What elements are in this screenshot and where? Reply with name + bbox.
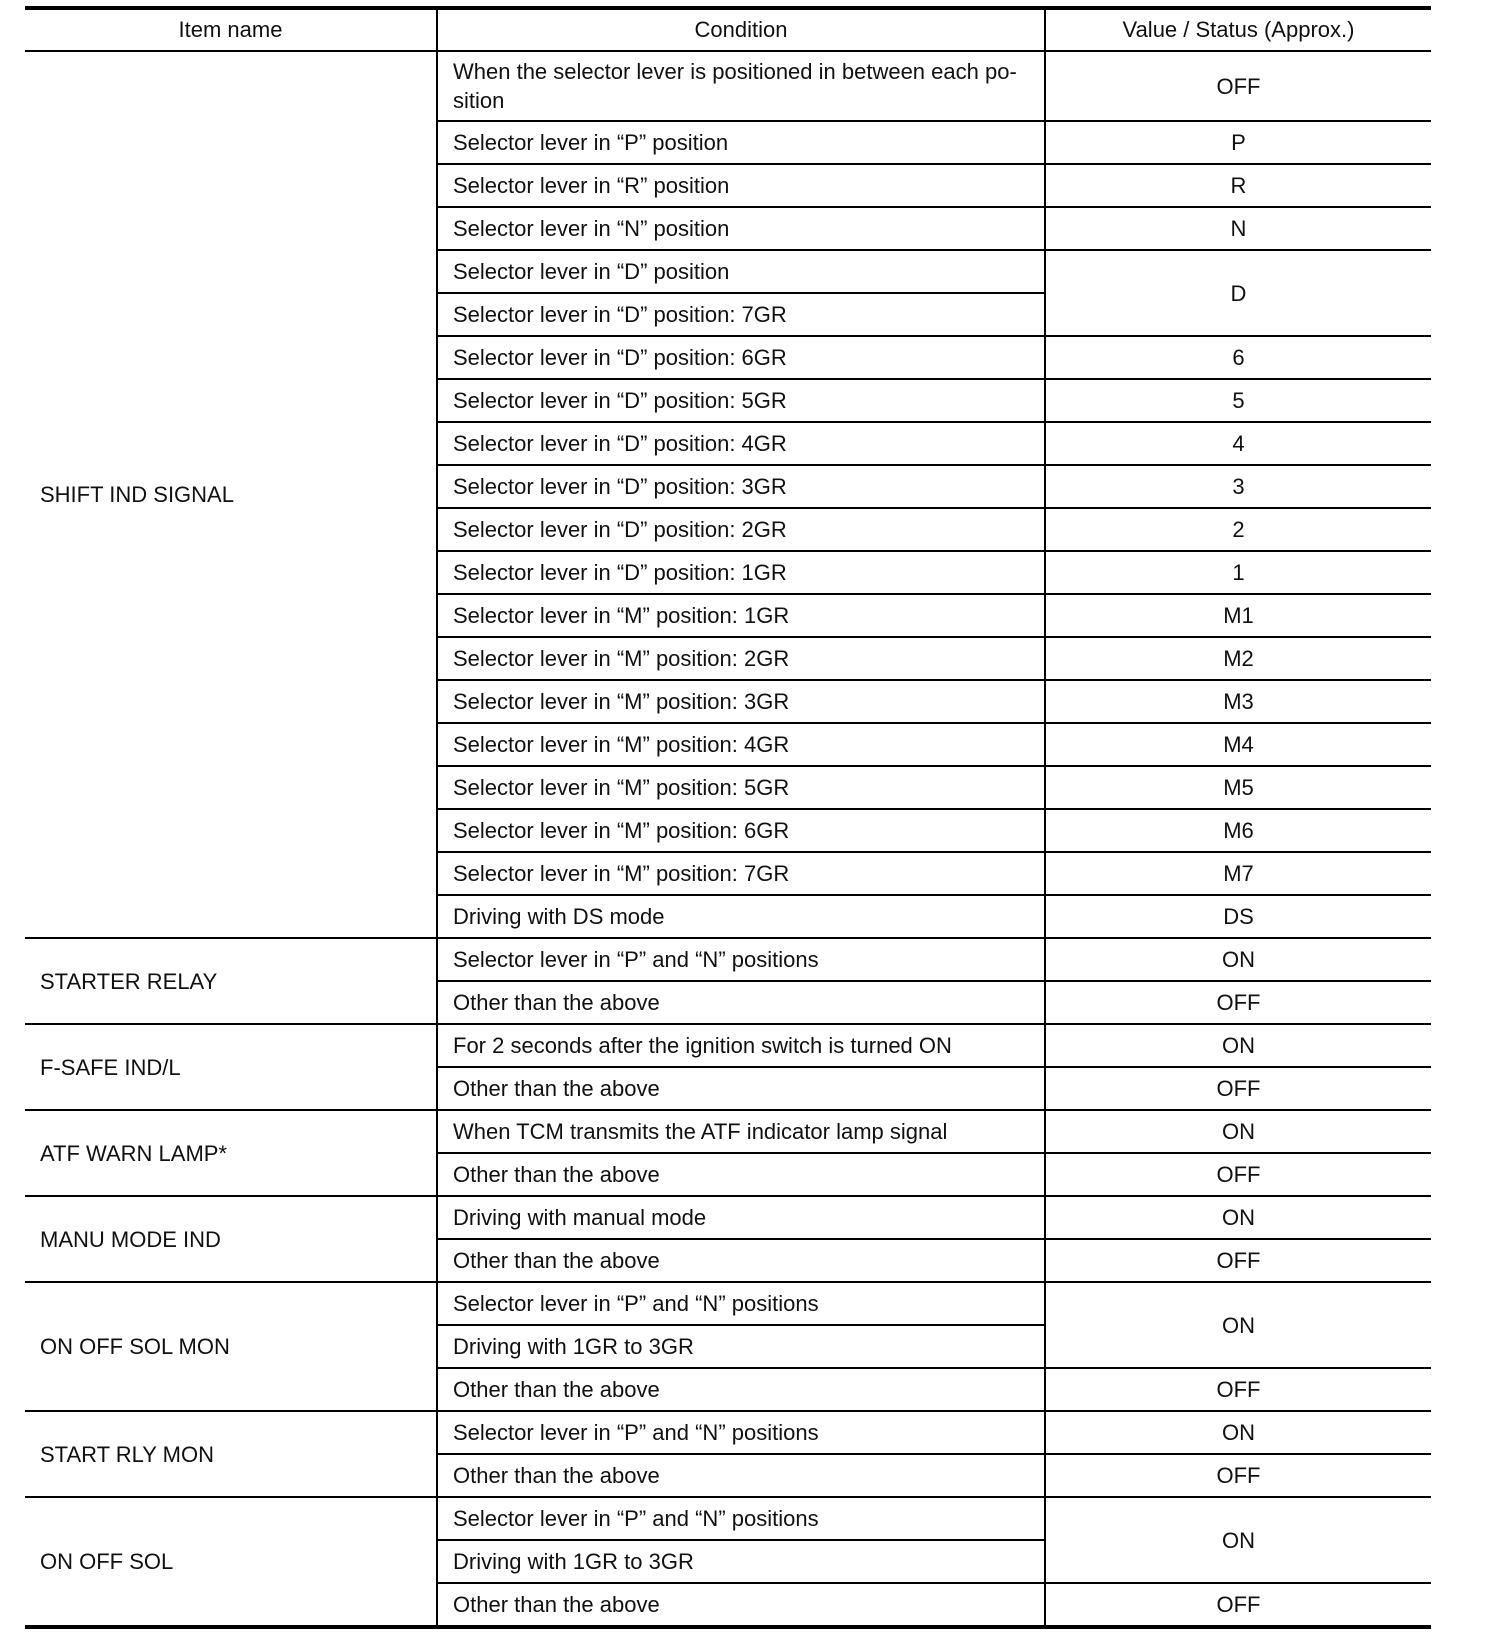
table-row (25, 1110, 1431, 1153)
condition-cell: Selector lever in “M” position: 6GR (437, 809, 1045, 852)
item-name-cell: F-SAFE IND/L (25, 1024, 437, 1110)
table-row (25, 1024, 1431, 1067)
condition-cell: Other than the above (437, 1153, 1045, 1196)
header-row (25, 8, 1431, 51)
condition-cell: Other than the above (437, 1583, 1045, 1627)
value-status-cell: ON (1045, 1110, 1431, 1153)
condition-cell: Selector lever in “M” position: 3GR (437, 680, 1045, 723)
value-status-cell: M1 (1045, 594, 1431, 637)
value-status-cell: ON (1045, 1411, 1431, 1454)
value-status-cell: M2 (1045, 637, 1431, 680)
value-status-cell: ON (1045, 938, 1431, 981)
table-row (25, 51, 1431, 121)
condition-cell: Other than the above (437, 1368, 1045, 1411)
condition-cell: Other than the above (437, 1454, 1045, 1497)
value-status-cell: OFF (1045, 1368, 1431, 1411)
value-status-cell: ON (1045, 1497, 1431, 1583)
value-status-cell: M7 (1045, 852, 1431, 895)
condition-cell: Selector lever in “M” position: 4GR (437, 723, 1045, 766)
value-status-cell: M3 (1045, 680, 1431, 723)
table-row (25, 1282, 1431, 1325)
condition-cell: Driving with manual mode (437, 1196, 1045, 1239)
item-name-cell: STARTER RELAY (25, 938, 437, 1024)
condition-cell: Selector lever in “M” position: 1GR (437, 594, 1045, 637)
condition-cell: Selector lever in “R” position (437, 164, 1045, 207)
value-status-cell: DS (1045, 895, 1431, 938)
condition-cell: Selector lever in “P” and “N” positions (437, 1497, 1045, 1540)
condition-cell: Selector lever in “D” position (437, 250, 1045, 293)
table-header (25, 8, 1431, 51)
value-status-cell: 1 (1045, 551, 1431, 594)
condition-cell: Selector lever in “D” position: 2GR (437, 508, 1045, 551)
value-status-cell: OFF (1045, 1067, 1431, 1110)
condition-cell: Selector lever in “D” position: 7GR (437, 293, 1045, 336)
condition-cell: Selector lever in “P” position (437, 121, 1045, 164)
condition-cell: When the selector lever is positioned in between each po-sition (437, 51, 1045, 121)
value-status-cell: D (1045, 250, 1431, 336)
value-status-cell: ON (1045, 1024, 1431, 1067)
item-name-cell: START RLY MON (25, 1411, 437, 1497)
item-name-cell: ON OFF SOL (25, 1497, 437, 1627)
table-row (25, 938, 1431, 981)
item-condition-value-table (25, 6, 1431, 1629)
table-row (25, 1196, 1431, 1239)
condition-cell: Selector lever in “M” position: 5GR (437, 766, 1045, 809)
value-status-cell: 6 (1045, 336, 1431, 379)
header-value-status: Value / Status (Approx.) (1045, 8, 1431, 51)
condition-cell: Other than the above (437, 981, 1045, 1024)
value-status-cell: P (1045, 121, 1431, 164)
condition-cell: Selector lever in “P” and “N” positions (437, 938, 1045, 981)
value-status-cell: R (1045, 164, 1431, 207)
value-status-cell: OFF (1045, 1583, 1431, 1627)
condition-cell: Selector lever in “M” position: 7GR (437, 852, 1045, 895)
condition-cell: When TCM transmits the ATF indicator lamp signal (437, 1110, 1045, 1153)
header-item-name: Item name (25, 8, 437, 51)
value-status-cell: N (1045, 207, 1431, 250)
condition-cell: Selector lever in “D” position: 1GR (437, 551, 1045, 594)
condition-cell: For 2 seconds after the ignition switch is turned ON (437, 1024, 1045, 1067)
condition-cell: Selector lever in “D” position: 5GR (437, 379, 1045, 422)
condition-cell: Selector lever in “P” and “N” positions (437, 1411, 1045, 1454)
value-status-cell: OFF (1045, 1454, 1431, 1497)
condition-cell: Driving with 1GR to 3GR (437, 1540, 1045, 1583)
condition-cell: Driving with 1GR to 3GR (437, 1325, 1045, 1368)
value-status-cell: OFF (1045, 51, 1431, 121)
item-name-cell: MANU MODE IND (25, 1196, 437, 1282)
value-status-cell: ON (1045, 1282, 1431, 1368)
item-name-cell: ON OFF SOL MON (25, 1282, 437, 1411)
value-status-cell: M4 (1045, 723, 1431, 766)
condition-cell: Selector lever in “P” and “N” positions (437, 1282, 1045, 1325)
table-row (25, 1497, 1431, 1540)
value-status-cell: ON (1045, 1196, 1431, 1239)
condition-cell: Selector lever in “M” position: 2GR (437, 637, 1045, 680)
table-row (25, 1411, 1431, 1454)
condition-cell: Selector lever in “D” position: 6GR (437, 336, 1045, 379)
condition-cell: Driving with DS mode (437, 895, 1045, 938)
header-condition: Condition (437, 8, 1045, 51)
condition-cell: Selector lever in “D” position: 4GR (437, 422, 1045, 465)
value-status-cell: OFF (1045, 981, 1431, 1024)
condition-cell: Selector lever in “D” position: 3GR (437, 465, 1045, 508)
item-name-cell: SHIFT IND SIGNAL (25, 51, 437, 938)
value-status-cell: M5 (1045, 766, 1431, 809)
value-status-cell: 4 (1045, 422, 1431, 465)
value-status-cell: OFF (1045, 1239, 1431, 1282)
value-status-cell: 5 (1045, 379, 1431, 422)
value-status-cell: OFF (1045, 1153, 1431, 1196)
condition-cell: Other than the above (437, 1239, 1045, 1282)
value-status-cell: M6 (1045, 809, 1431, 852)
value-status-cell: 2 (1045, 508, 1431, 551)
condition-cell: Selector lever in “N” position (437, 207, 1045, 250)
item-name-cell: ATF WARN LAMP* (25, 1110, 437, 1196)
table-body (25, 51, 1431, 1627)
value-status-cell: 3 (1045, 465, 1431, 508)
condition-cell: Other than the above (437, 1067, 1045, 1110)
